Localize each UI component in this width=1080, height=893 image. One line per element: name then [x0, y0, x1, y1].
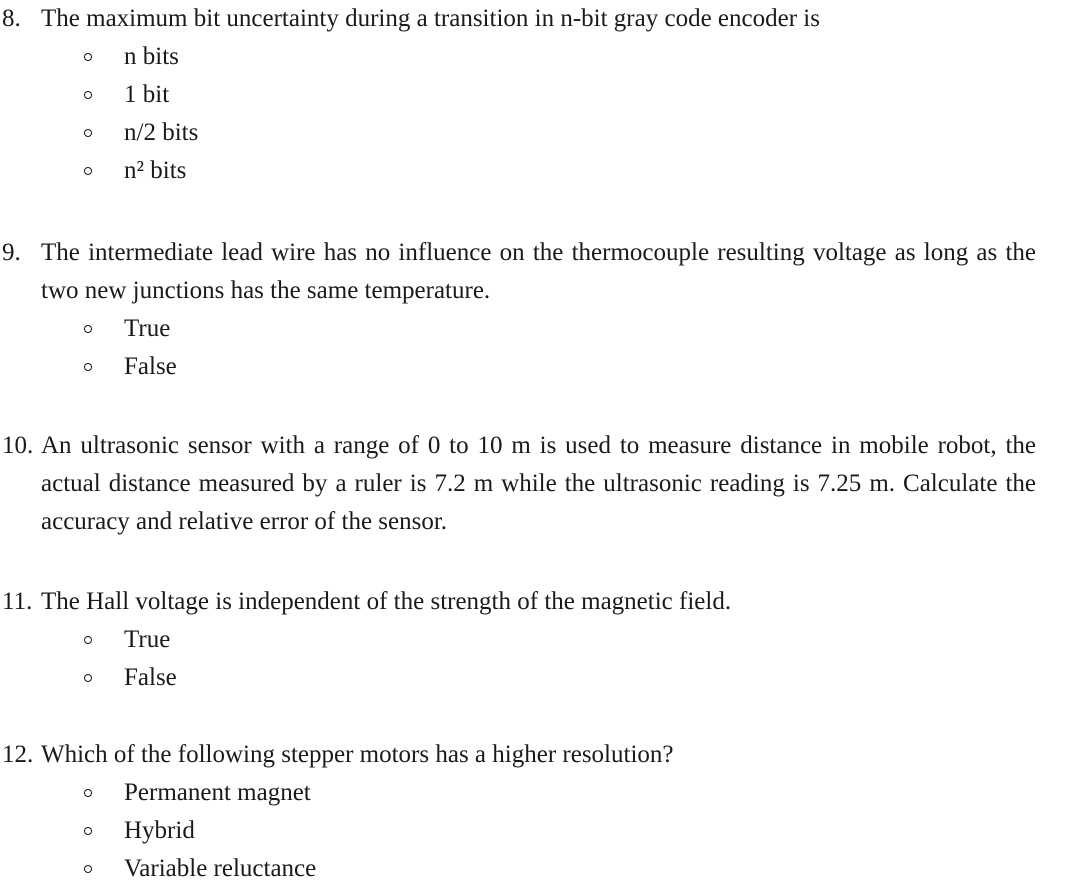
- option-label: True: [124, 315, 171, 342]
- option-label: n² bits: [124, 157, 187, 184]
- option-list: [0, 774, 1070, 888]
- question-11: [0, 583, 1070, 697]
- option-item[interactable]: [0, 114, 1070, 152]
- option-item[interactable]: [0, 152, 1070, 190]
- question-text: Which of the following stepper motors has a higher resolution?: [41, 741, 674, 768]
- question-9-stem: [0, 234, 1070, 310]
- radio-circle-icon: [84, 674, 92, 682]
- option-list: [0, 38, 1070, 190]
- option-item[interactable]: [0, 76, 1070, 114]
- option-item[interactable]: [0, 621, 1070, 659]
- question-number: 9.: [2, 239, 21, 266]
- radio-circle-icon: [84, 865, 92, 873]
- question-8-stem: [0, 0, 1070, 38]
- question-number: 8.: [2, 5, 21, 32]
- question-8: [0, 0, 1070, 190]
- option-label: True: [124, 626, 171, 653]
- question-text: The intermediate lead wire has no influence on the thermocouple resulting voltage as long as the two new junctions has the same temperature.: [41, 239, 1036, 304]
- question-number: 11.: [2, 588, 33, 615]
- question-text: An ultrasonic sensor with a range of 0 to 10 m is used to measure distance in mobile robot, the actual distance measured by a ruler is 7.2 m while the ultrasonic reading is 7.25 m. Calculate the accuracy and relative error of the sensor.: [41, 432, 1036, 535]
- option-item[interactable]: [0, 38, 1070, 76]
- option-label: 1 bit: [124, 81, 170, 108]
- option-label: Variable reluctance: [124, 855, 317, 882]
- question-11-stem: [0, 583, 1070, 621]
- radio-circle-icon: [84, 789, 92, 797]
- option-list: [0, 310, 1070, 386]
- question-text: The Hall voltage is independent of the strength of the magnetic field.: [41, 588, 732, 615]
- question-10-stem: [0, 427, 1070, 541]
- option-item[interactable]: [0, 812, 1070, 850]
- radio-circle-icon: [84, 363, 92, 371]
- option-label: False: [124, 664, 177, 691]
- question-text: The maximum bit uncertainty during a transition in n-bit gray code encoder is: [41, 5, 820, 32]
- option-list: [0, 621, 1070, 697]
- option-item[interactable]: [0, 659, 1070, 697]
- option-label: n/2 bits: [124, 119, 199, 146]
- option-label: n bits: [124, 43, 179, 70]
- radio-circle-icon: [84, 636, 92, 644]
- option-label: Hybrid: [124, 817, 195, 844]
- radio-circle-icon: [84, 167, 92, 175]
- option-item[interactable]: [0, 774, 1070, 812]
- question-12: [0, 736, 1070, 888]
- option-item[interactable]: [0, 310, 1070, 348]
- question-10: [0, 427, 1070, 541]
- radio-circle-icon: [84, 129, 92, 137]
- question-12-stem: [0, 736, 1070, 774]
- option-item[interactable]: [0, 850, 1070, 888]
- option-label: False: [124, 353, 177, 380]
- radio-circle-icon: [84, 325, 92, 333]
- question-9: [0, 234, 1070, 386]
- radio-circle-icon: [84, 827, 92, 835]
- option-item[interactable]: [0, 348, 1070, 386]
- radio-circle-icon: [84, 91, 92, 99]
- option-label: Permanent magnet: [124, 779, 311, 806]
- question-number: 10.: [2, 432, 34, 459]
- question-number: 12.: [2, 741, 34, 768]
- radio-circle-icon: [84, 53, 92, 61]
